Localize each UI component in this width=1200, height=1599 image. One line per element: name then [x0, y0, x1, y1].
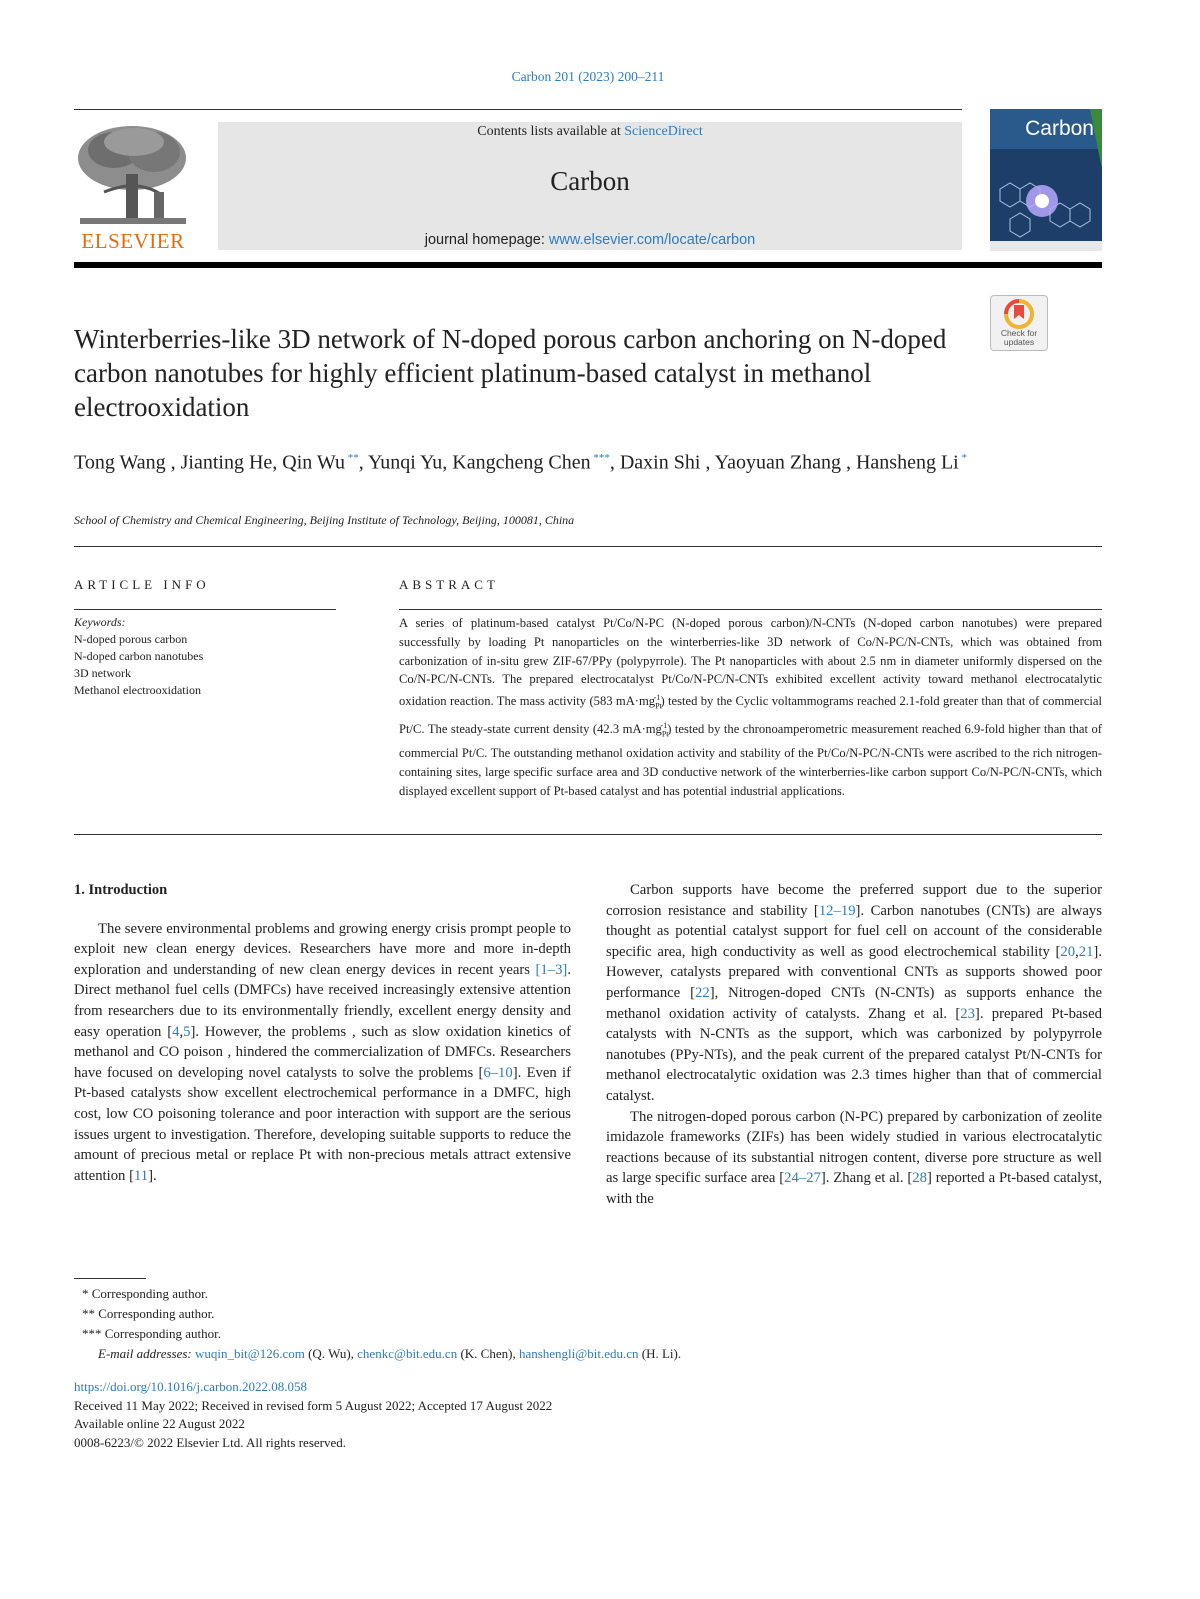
citation-link[interactable]: 6–10: [483, 1064, 513, 1081]
online-date: Available online 22 August 2022: [74, 1416, 245, 1431]
author-name[interactable]: Jianting He: [180, 451, 273, 474]
abstract-part: ) tested by the Cyclic voltammograms reached 2.1-fold greater than that of commercial Pt/C. The steady-state current density (42.3 mA·mg: [399, 694, 1103, 736]
keyword[interactable]: N-doped carbon nanotubes: [74, 649, 204, 663]
footnote-rule: [74, 1278, 146, 1279]
citation-link[interactable]: 20: [1060, 943, 1076, 960]
journal-cover-icon[interactable]: [990, 109, 1102, 251]
body-text: The nitrogen-doped porous carbon (N-PC) prepared by carbonization of zeolite imidazole frameworks (ZIFs) has been widely studied in various electrocatalytic reactions because of its substantial nitrogen content, diverse pore structure as well as large specific surface area [: [606, 1108, 1102, 1187]
contents-prefix: Contents lists available at: [477, 124, 625, 139]
elsevier-logo: [74, 122, 192, 254]
check-for-updates-button[interactable]: [990, 295, 1048, 351]
header-thick-rule: [74, 262, 1102, 268]
sciencedirect-link[interactable]: ScienceDirect: [624, 124, 703, 139]
body-text: ]. However, the problems , such as slow oxidation kinetics of methanol and CO poison , hindered the commercialization of DMFCs. Researchers have focused on developing novel catalysts to solve the problems [: [74, 1023, 571, 1081]
author-separator: ,: [272, 451, 283, 474]
footnote: * Corresponding author.: [82, 1286, 209, 1301]
title-rule: [74, 546, 1102, 547]
citation-link[interactable]: 28: [912, 1170, 927, 1187]
article-info-heading: ARTICLE INFO: [74, 577, 210, 592]
keyword[interactable]: Methanol electrooxidation: [74, 683, 201, 697]
article-info-rule: [74, 609, 336, 610]
keywords-block: [74, 614, 336, 699]
body-text: ]. However, catalysts prepared with conventional CNTs as supports showed poor performance [: [606, 943, 1102, 1001]
email-owner: (K. Chen),: [457, 1346, 519, 1361]
body-text: ]. Even if Pt-based catalysts show excellent electrochemical performance in a DMFC, high cost, low CO poisoning tolerance and poor interaction with support are the serious issues urgent to investigation. Therefore, developing suitable supports to reduce the amount of precious metal or replace Pt with non-precious metals attract extensive attention [: [74, 1064, 572, 1184]
corresponding-author-mark[interactable]: **: [345, 452, 359, 464]
footnote: *** Corresponding author.: [82, 1326, 222, 1341]
homepage-prefix: journal homepage:: [424, 232, 549, 248]
affiliation: School of Chemistry and Chemical Engineering, Beijing Institute of Technology, Beijing, 100081, China: [74, 513, 575, 527]
body-text: ] reported a Pt-based catalyst, with the: [606, 1170, 1102, 1207]
doi-link[interactable]: https://doi.org/10.1016/j.carbon.2022.08.058: [74, 1379, 308, 1394]
superscript: -1: [660, 720, 668, 730]
author-name[interactable]: Qin Wu: [282, 451, 345, 474]
body-text: ]. Zhang et al. [: [820, 1170, 913, 1187]
corresponding-author-mark[interactable]: ***: [590, 452, 610, 464]
body-text: . Direct methanol fuel cells (DMFCs) have received increasingly extensive attention from researchers due to its environmentally friendly, excellent energy density and easy operation [: [74, 961, 571, 1040]
author-separator: ,: [700, 451, 715, 474]
citation-link[interactable]: 12–19: [818, 902, 856, 919]
contents-line: [218, 124, 962, 140]
author-name[interactable]: Daxin Shi: [619, 451, 701, 474]
author-name[interactable]: Hansheng Li: [855, 451, 959, 474]
copyright: 0008-6223/© 2022 Elsevier Ltd. All rights reserved.: [74, 1434, 346, 1450]
body-text: ], Nitrogen-doped CNTs (N-CNTs) as supports enhance the methanol oxidation activity of catalysts. Zhang et al. [: [606, 984, 1102, 1022]
corresponding-author-mark[interactable]: *: [958, 452, 967, 464]
citation-link[interactable]: 24–27: [784, 1170, 821, 1187]
keyword[interactable]: N-doped porous carbon: [74, 632, 188, 646]
abstract-heading: ABSTRACT: [399, 577, 499, 592]
author-name[interactable]: Yunqi Yu: [368, 451, 443, 474]
subscript: Pt: [661, 729, 669, 739]
body-left-column: [74, 880, 571, 1186]
header-rule: [74, 109, 962, 110]
author-separator: ,: [358, 451, 369, 474]
body-paragraph: [606, 880, 1102, 1107]
citation-link[interactable]: 22: [695, 984, 710, 1001]
email-owner: (H. Li).: [638, 1346, 682, 1361]
body-text: ,: [1075, 943, 1079, 960]
keyword[interactable]: 3D network: [74, 666, 131, 680]
article-title: Winterberries-like 3D network of N-doped porous carbon anchoring on N-doped carbon nanotubes for highly efficient platinum-based catalyst in methanol electrooxidation: [74, 324, 947, 422]
citation-link[interactable]: 23: [960, 1005, 975, 1022]
body-text: Carbon supports have become the preferred support due to the superior corrosion resistance and stability [: [606, 882, 1102, 919]
citation-link[interactable]: [1–3]: [535, 961, 568, 978]
email-line: [74, 1344, 681, 1364]
abstract-part: ) tested by the chronoamperometric measurement reached 6.9-fold higher than that of commercial Pt/C. The outstanding methanol oxidation activity and stability of the Pt/Co/N-PC/N-CNTs were ascribed to the rich nitrogen-containing sites, large specific surface area and 3D conductive network of the winterberries-like carbon support Co/N-PC/N-CNTs, which displayed excellent support of Pt-based catalyst and has potential industrial applications.: [399, 721, 1102, 798]
citation-link[interactable]: 11: [133, 1167, 149, 1184]
publisher-wordmark: ELSEVIER: [81, 229, 185, 253]
author-separator: ,: [609, 451, 620, 474]
citation-link[interactable]: 21: [1078, 943, 1094, 960]
abstract-bottom-rule: [74, 834, 1102, 835]
keywords-label: Keywords:: [74, 615, 126, 629]
body-paragraph: [606, 1107, 1102, 1210]
body-text: The severe environmental problems and growing energy crisis prompt people to exploit new clean energy devices. Researchers have more and more in-depth exploration and understanding of new clean energy devices in recent years: [74, 920, 571, 978]
journal-title: Carbon: [550, 166, 630, 196]
email-label: E-mail addresses:: [98, 1346, 192, 1361]
author-separator: ,: [165, 451, 181, 474]
footnotes: [74, 1284, 681, 1364]
journal-banner: [218, 122, 962, 250]
introduction-heading: 1. Introduction: [74, 882, 168, 898]
abstract-text: [399, 614, 1102, 801]
citation-link[interactable]: 4: [172, 1023, 180, 1040]
check-for-updates-icon: [1002, 299, 1036, 329]
body-text: ]. prepared Pt-based catalysts with N-CNTs as the support, which was carbonized by polypyrrole nanotubes (PPy-NTs), and the peak current of the prepared catalyst Pt/N-CNTs for methanol electrocatalytic oxidation was 2.3 times higher than that of commercial catalyst.: [606, 1005, 1103, 1104]
cover-title: Carbon: [1025, 117, 1094, 140]
email-link[interactable]: chenkc@bit.edu.cn: [357, 1346, 458, 1361]
author-list: [74, 444, 1034, 477]
footnote: ** Corresponding author.: [82, 1306, 215, 1321]
author-name[interactable]: Tong Wang: [74, 451, 166, 474]
email-link[interactable]: hanshengli@bit.edu.cn: [518, 1346, 639, 1361]
running-head[interactable]: Carbon 201 (2023) 200–211: [511, 69, 665, 84]
publication-info: [74, 1378, 552, 1452]
author-name[interactable]: Kangcheng Chen: [452, 451, 591, 474]
journal-homepage-link[interactable]: www.elsevier.com/locate/carbon: [548, 232, 756, 248]
superscript: -1: [653, 693, 661, 703]
abstract-part: A series of platinum-based catalyst Pt/Co/N-PC (N-doped porous carbon)/N-CNTs (N-doped carbon nanotubes) were prepared successfully by loading Pt nanoparticles on the winterberries-like 3D network of Co/N-PC/N-CNTs, which was obtained from carbonization of in-situ grew ZIF-67/PPy (polypyrrole). The Pt nanoparticles with about 2.5 nm in diameter uniformly dispersed on the Co/N-PC/N-CNTs. The prepared electrocatalyst Pt/Co/N-PC/N-CNTs exhibited excellent activity toward methanol electrocatalytic oxidation reaction. The mass activity (583 mA·mg: [399, 616, 1102, 709]
author-name[interactable]: Yaoyuan Zhang: [714, 451, 841, 474]
citation-link[interactable]: 5: [183, 1023, 191, 1040]
received-dates: Received 11 May 2022; Received in revised form 5 August 2022; Accepted 17 August 2022: [74, 1397, 553, 1413]
check-for-updates-label: Check for updates: [1000, 328, 1038, 347]
subscript: Pt: [655, 701, 662, 711]
body-right-column: [606, 880, 1102, 1210]
body-paragraph: [74, 919, 571, 1187]
elsevier-tree-logo-icon: [74, 122, 192, 230]
homepage-line: [218, 232, 962, 248]
author-separator: ,: [840, 451, 856, 474]
body-text: ]. Carbon nanotubes (CNTs) are always thought as potential catalyst support for fuel cell on account of the considerable specific area, high conductivity as well as good electrochemical stability [: [606, 902, 1102, 960]
body-text: ].: [148, 1167, 157, 1184]
email-owner: (Q. Wu),: [304, 1346, 358, 1361]
email-link[interactable]: wuqin_bit@126.com: [195, 1346, 305, 1361]
author-separator: ,: [442, 451, 453, 474]
abstract-rule: [399, 609, 1102, 610]
body-text: ,: [179, 1023, 184, 1040]
